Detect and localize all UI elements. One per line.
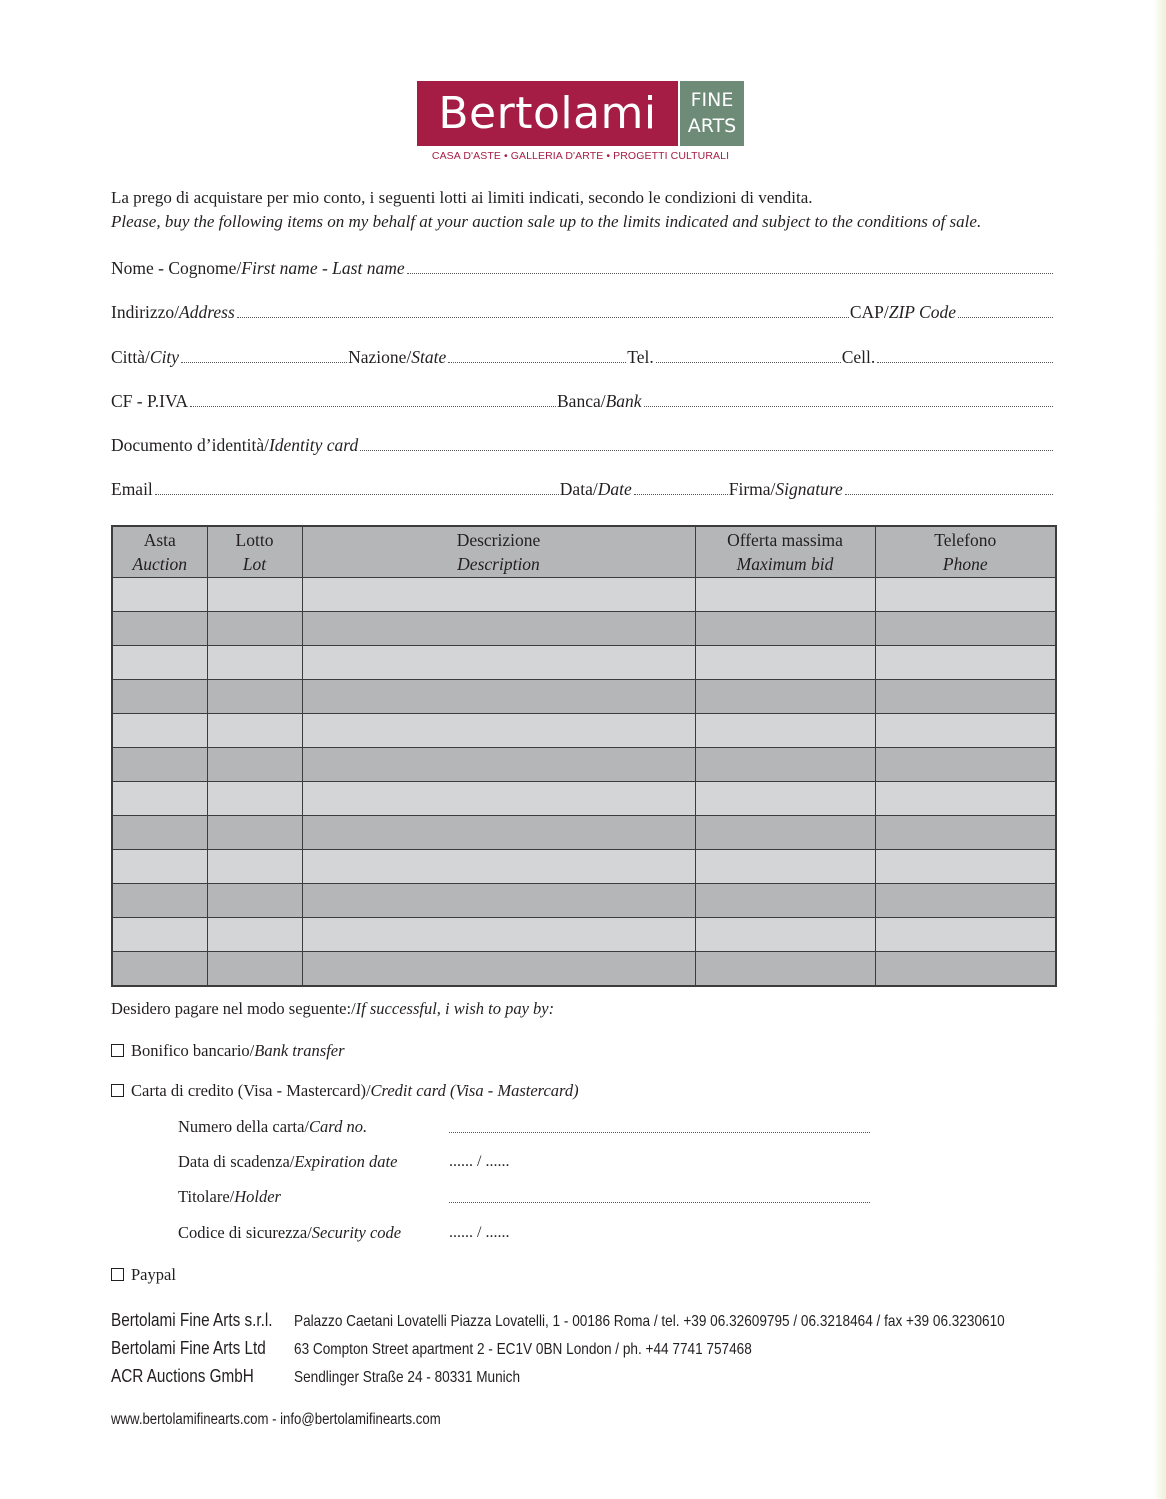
zip-label: CAP/ZIP Code — [849, 302, 956, 322]
intro-text — [111, 186, 981, 234]
intro-it: La prego di acquistare per mio conto, i seguenti lotti ai limiti indicati, secondo le condizioni di vendita. — [111, 188, 813, 207]
table-row — [112, 714, 1056, 748]
logo-fine-arts: FINE ARTS — [680, 81, 744, 146]
id-label: Documento d’identità/Identity card — [111, 435, 359, 455]
zip-field[interactable] — [958, 317, 1053, 318]
signature-field[interactable] — [845, 494, 1053, 495]
cell-label: Cell. — [841, 347, 876, 367]
bank-label: Banca/Bank — [557, 391, 642, 411]
address-row — [111, 297, 1054, 323]
table-header — [112, 526, 1056, 578]
tel-label: Tel. — [627, 347, 654, 367]
id-field[interactable] — [360, 450, 1053, 451]
name-row — [111, 253, 1054, 279]
table-row — [112, 612, 1056, 646]
signature-label: Firma/Signature — [728, 479, 843, 499]
bids-table — [111, 525, 1057, 987]
table-row — [112, 782, 1056, 816]
table-row — [112, 918, 1056, 952]
cf-label: CF - P.IVA — [111, 391, 188, 411]
date-field[interactable] — [634, 494, 728, 495]
security-code-label: Codice di sicurezza/Security code — [178, 1223, 402, 1242]
id-row — [111, 430, 1054, 456]
holder-field[interactable] — [449, 1202, 870, 1203]
logo-name: Bertolami — [417, 81, 678, 146]
card-number-field[interactable] — [449, 1132, 870, 1133]
date-label: Data/Date — [559, 479, 632, 499]
col-description: Descrizione Description — [302, 526, 695, 578]
state-label: Nazione/State — [348, 347, 447, 367]
tel-field[interactable] — [656, 362, 841, 363]
logo — [417, 81, 744, 163]
table-row — [112, 952, 1056, 987]
table-row — [112, 816, 1056, 850]
city-label: Città/City — [111, 347, 180, 367]
state-field[interactable] — [448, 362, 626, 363]
expiry-label: Data di scadenza/Expiration date — [178, 1152, 398, 1171]
email-label: Email — [111, 479, 153, 499]
email-field[interactable] — [155, 494, 559, 495]
logo-tagline: CASA D'ASTE • GALLERIA D'ARTE • PROGETTI CULTURALI — [431, 150, 730, 162]
credit-card-option[interactable]: Carta di credito (Visa - Mastercard)/Credit card (Visa - Mastercard) — [111, 1081, 579, 1101]
name-label: Nome - Cognome/First name - Last name — [111, 258, 405, 278]
company-london: Bertolami Fine Arts Ltd 63 Compton Street apartment 2 - EC1V 0BN London / ph. +44 7741 757468 — [111, 1338, 752, 1358]
paypal-option[interactable]: Paypal — [111, 1265, 176, 1285]
bank-transfer-option[interactable]: Bonifico bancario/Bank transfer — [111, 1041, 345, 1061]
website-email-link[interactable]: www.bertolamifinearts.com - info@bertolamifinearts.com — [111, 1411, 441, 1428]
card-number-label: Numero della carta/Card no. — [178, 1117, 368, 1136]
table-row — [112, 850, 1056, 884]
table-row — [112, 884, 1056, 918]
intro-en: Please, buy the following items on my behalf at your auction sale up to the limits indicated and subject to the conditions of sale. — [111, 212, 982, 231]
address-field[interactable] — [237, 317, 849, 318]
cf-row — [111, 386, 1054, 412]
table-row — [112, 748, 1056, 782]
col-max-bid: Offerta massima Maximum bid — [695, 526, 875, 578]
col-phone: Telefono Phone — [875, 526, 1056, 578]
holder-label: Titolare/Holder — [178, 1187, 281, 1206]
table-row — [112, 578, 1056, 612]
paypal-checkbox[interactable] — [111, 1268, 124, 1281]
cf-field[interactable] — [190, 406, 556, 407]
bank-transfer-checkbox[interactable] — [111, 1044, 124, 1057]
cell-field[interactable] — [877, 362, 1053, 363]
address-label: Indirizzo/Address — [111, 302, 235, 322]
page-edge — [1154, 0, 1166, 1499]
credit-card-checkbox[interactable] — [111, 1084, 124, 1097]
company-rome: Bertolami Fine Arts s.r.l. Palazzo Caetani Lovatelli Piazza Lovatelli, 1 - 00186 Roma / tel. +39 06.32609795 / 06.3218464 / fax +39 06.3230610 — [111, 1310, 1005, 1330]
company-munich: ACR Auctions GmbH Sendlinger Straße 24 - 80331 Munich — [111, 1366, 521, 1386]
bank-field[interactable] — [644, 406, 1053, 407]
email-row — [111, 474, 1054, 500]
table-row — [112, 646, 1056, 680]
payment-intro: Desidero pagare nel modo seguente:/If successful, i wish to pay by: — [111, 999, 555, 1018]
city-field[interactable] — [181, 362, 347, 363]
col-lot: Lotto Lot — [207, 526, 302, 578]
city-row — [111, 342, 1054, 368]
table-row — [112, 680, 1056, 714]
expiry-field[interactable]: ...... / ...... — [449, 1153, 510, 1170]
col-auction: Asta Auction — [112, 526, 207, 578]
security-code-field[interactable]: ...... / ...... — [449, 1224, 510, 1241]
name-field[interactable] — [407, 273, 1053, 274]
